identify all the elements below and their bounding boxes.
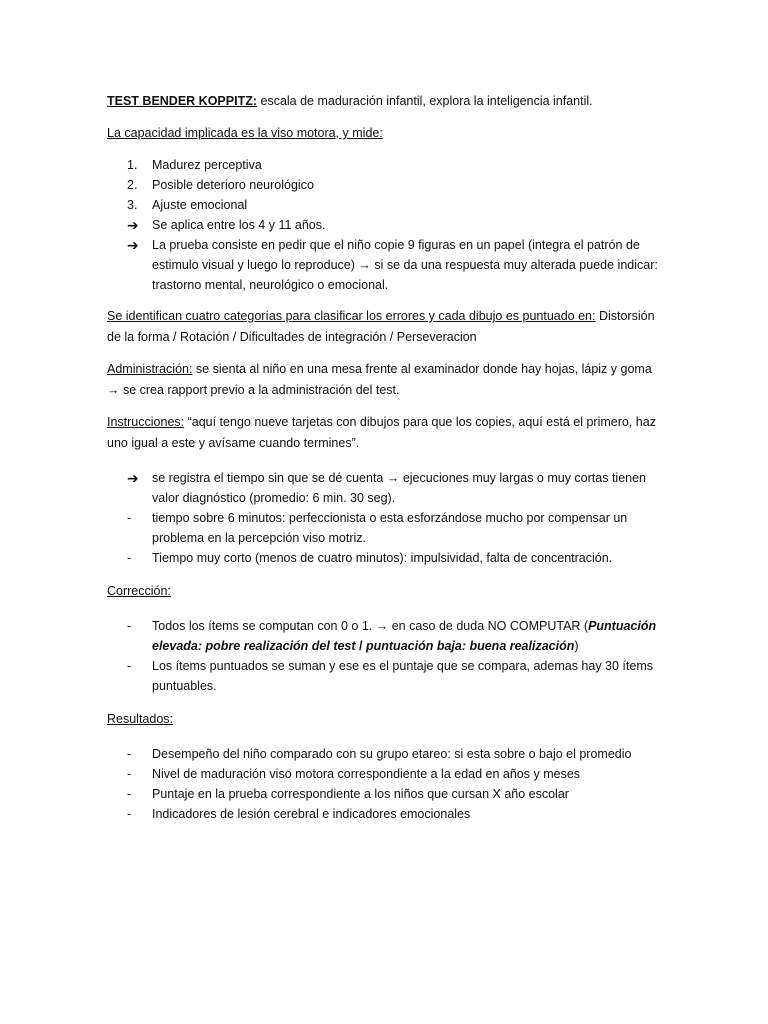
tiempo-list — [107, 468, 667, 568]
dash-marker: - — [127, 659, 132, 673]
list-item-text: Desempeño del niño comparado con su grupo etareo: si esta sobre o bajo el promedio — [152, 747, 632, 761]
list-item-text: Tiempo muy corto (menos de cuatro minutos): impulsividad, falta de concentración. — [152, 551, 613, 565]
title-description: escala de maduración infantil, explora la inteligencia infantil. — [257, 94, 593, 108]
correccion-heading — [107, 581, 667, 602]
list-item-text: Madurez perceptiva — [152, 158, 262, 172]
list-item — [107, 616, 667, 656]
administracion-text: se sienta al niño en una mesa frente al examinador donde hay hojas, lápiz y goma → se crea rapport previo a la administración del test. — [107, 362, 652, 397]
list-item-text: Puntaje en la prueba correspondiente a los niños que cursan X año escolar — [152, 787, 569, 801]
list-item — [107, 175, 667, 195]
emphasis-text: puntuación baja: buena realización — [362, 639, 575, 653]
list-item — [107, 744, 667, 764]
arrow-icon: ➔ — [127, 237, 139, 253]
list-item-text: Posible deterioro neurológico — [152, 178, 314, 192]
list-marker: 3. — [127, 198, 138, 212]
list-item — [107, 656, 667, 696]
capacity-heading-text: La capacidad implicada es la viso motora, y mide: — [107, 126, 383, 140]
correccion-heading-text: Corrección: — [107, 584, 171, 598]
dash-marker: - — [127, 619, 132, 633]
document-title: TEST BENDER KOPPITZ: — [107, 94, 258, 108]
list-item-text: Todos los ítems se computan con 0 o 1. → en caso de duda NO COMPUTAR ( — [152, 619, 589, 633]
dash-marker: - — [127, 787, 132, 801]
dash-marker: - — [127, 747, 132, 761]
instrucciones-text: “aquí tengo nueve tarjetas con dibujos para que los copies, aquí está el primero, haz uno igual a este y avísame cuando termines”. — [107, 415, 656, 450]
categories-label: Se identifican cuatro categorías para clasificar los errores y cada dibujo es puntuado en: — [107, 309, 596, 323]
capacity-heading — [107, 123, 667, 144]
instrucciones-label: Instrucciones: — [107, 415, 185, 429]
list-item-text: Ajuste emocional — [152, 198, 248, 212]
list-item — [107, 195, 667, 215]
list-item — [107, 508, 667, 548]
list-item-text: Los ítems puntuados se suman y ese es el puntaje que se compara, ademas hay 30 ítems puntuables. — [152, 659, 653, 693]
list-item-text: Indicadores de lesión cerebral e indicadores emocionales — [152, 807, 471, 821]
list-item — [107, 804, 667, 824]
list-item — [107, 764, 667, 784]
list-item — [107, 548, 667, 568]
instrucciones-paragraph — [107, 412, 667, 454]
list-item-text: La prueba consiste en pedir que el niño copie 9 figuras en un papel (integra el patrón de estimulo visual y luego lo reproduce) → si se da una respuesta muy alterada puede indicar: trastorno mental, neurológico o emocional. — [152, 238, 658, 292]
resultados-heading-text: Resultados: — [107, 712, 174, 726]
list-item — [107, 784, 667, 804]
arrow-icon: ➔ — [127, 217, 139, 233]
list-item — [107, 235, 667, 295]
resultados-list — [107, 744, 667, 824]
resultados-heading — [107, 709, 667, 730]
administracion-paragraph — [107, 359, 667, 401]
categories-paragraph — [107, 306, 667, 348]
list-item — [107, 468, 667, 508]
title-line — [107, 91, 667, 112]
list-item-text: se registra el tiempo sin que se dé cuenta → ejecuciones muy largas o muy cortas tienen valor diagnóstico (promedio: 6 min. 30 seg). — [152, 471, 647, 505]
dash-marker: - — [127, 551, 132, 565]
list-marker: 1. — [127, 158, 138, 172]
emphasis-text: Puntuación elevada: pobre realización del test — [152, 619, 657, 653]
list-item-text: Nivel de maduración viso motora correspondiente a la edad en años y meses — [152, 767, 581, 781]
dash-marker: - — [127, 767, 132, 781]
slash-text: / — [359, 639, 363, 653]
capacity-list — [107, 155, 667, 295]
dash-marker: - — [127, 511, 132, 525]
list-marker: 2. — [127, 178, 138, 192]
correccion-list — [107, 616, 667, 696]
document-page — [107, 91, 667, 824]
list-item-text: tiempo sobre 6 minutos: perfeccionista o esta esforzándose mucho por compensar un problema en la percepción viso motriz. — [152, 511, 628, 545]
arrow-icon: ➔ — [127, 470, 139, 486]
categories-text: Distorsión de la forma / Rotación / Dificultades de integración / Perseveracion — [107, 309, 655, 344]
list-item-text: Se aplica entre los 4 y 11 años. — [152, 218, 326, 232]
list-item — [107, 155, 667, 175]
closing-paren: ) — [574, 639, 579, 653]
dash-marker: - — [127, 807, 132, 821]
list-item — [107, 215, 667, 235]
administracion-label: Administración: — [107, 362, 193, 376]
